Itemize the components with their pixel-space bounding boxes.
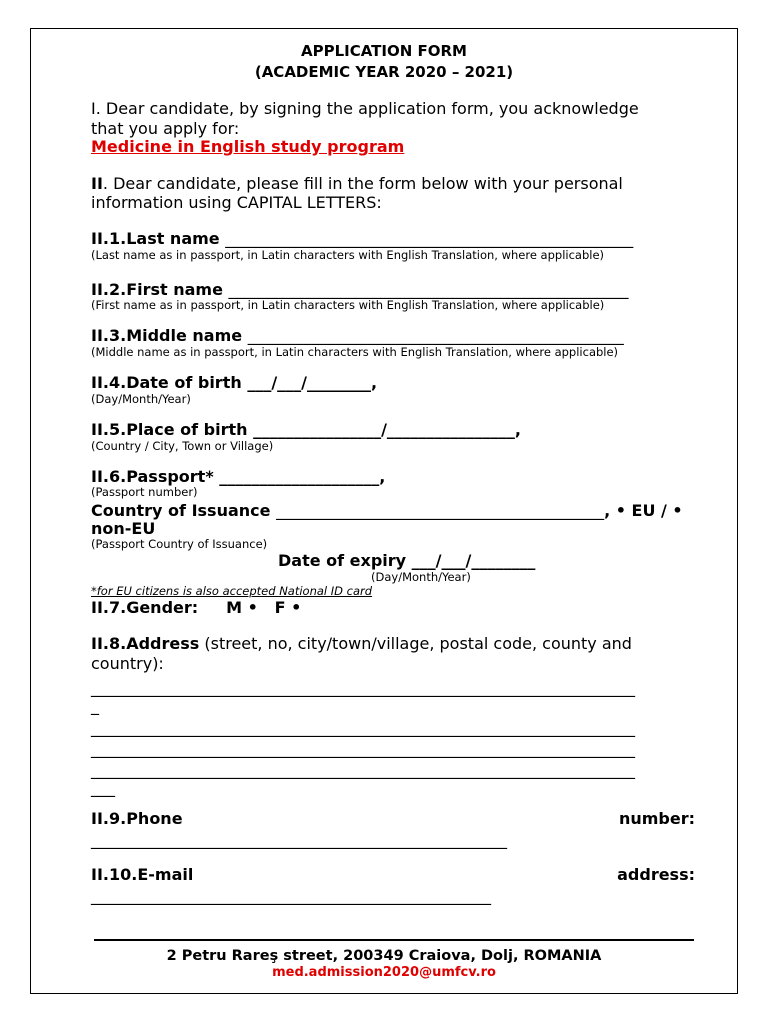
address-label: II.8.Address <box>91 634 200 653</box>
expiry-field[interactable] <box>278 553 535 569</box>
gender-options[interactable]: M • F • <box>226 598 302 617</box>
middle-name-field[interactable] <box>91 328 624 344</box>
passport-field[interactable] <box>91 469 385 485</box>
place-of-birth-hint: (Country / City, Town or Village) <box>91 439 274 453</box>
footer-divider <box>94 939 694 941</box>
gender-field[interactable] <box>91 600 301 616</box>
instructions-line2: information using CAPITAL LETTERS: <box>91 193 382 212</box>
email-blank[interactable]: __________________________________________________ <box>91 886 491 905</box>
phone-label-right: number: <box>618 809 695 828</box>
phone-blank[interactable]: ____________________________________________________ <box>91 830 507 849</box>
phone-label: II.9.Phone <box>91 809 183 828</box>
email-label-right: address: <box>617 865 695 884</box>
phone-label-line <box>91 811 695 827</box>
date-of-birth-label: II.4.Date of birth <box>91 373 248 392</box>
place-of-birth-field[interactable] <box>91 422 521 438</box>
country-issuance-label: Country of Issuance <box>91 501 277 520</box>
passport-hint: (Passport number) <box>91 485 198 499</box>
intro-text: I. Dear candidate, by signing the application form, you acknowledge <box>91 99 639 118</box>
date-of-birth-blank[interactable]: ___/___/________, <box>247 373 378 392</box>
email-label-line <box>91 867 695 883</box>
date-of-birth-hint: (Day/Month/Year) <box>91 392 191 406</box>
passport-label: II.6.Passport* <box>91 467 220 486</box>
first-name-label: II.2.First name <box>91 280 229 299</box>
last-name-hint: (Last name as in passport, in Latin characters with English Translation, where applicable) <box>91 248 605 262</box>
non-eu-option[interactable]: non-EU <box>91 519 156 538</box>
email-label: II.10.E-mail <box>91 865 194 884</box>
address-label-line <box>91 636 695 652</box>
intro-paragraph-line1 <box>91 101 695 117</box>
address-description: (street, no, city/town/village, postal code, county and <box>199 634 632 653</box>
country-issuance-field[interactable] <box>91 503 683 519</box>
middle-name-label: II.3.Middle name <box>91 326 248 345</box>
address-description-cont: country): <box>91 654 164 673</box>
program-name: Medicine in English study program <box>91 137 405 156</box>
middle-name-hint: (Middle name as in passport, in Latin characters with English Translation, where applicable) <box>91 345 619 359</box>
first-name-hint: (First name as in passport, in Latin characters with English Translation, where applicable) <box>91 298 605 312</box>
country-issuance-hint: (Passport Country of Issuance) <box>91 537 268 551</box>
form-subtitle: (ACADEMIC YEAR 2020 – 2021) <box>254 63 514 81</box>
first-name-blank[interactable]: __________________________________________________ <box>228 280 629 299</box>
instructions-line1 <box>91 176 623 192</box>
middle-name-blank[interactable]: _______________________________________________ <box>247 326 624 345</box>
place-of-birth-label: II.5.Place of birth <box>91 420 254 439</box>
footer-address: 2 Petru Rareş street, 200349 Craiova, Dolj, ROMANIA <box>166 948 602 964</box>
expiry-label: Date of expiry <box>278 551 412 570</box>
intro-paragraph-line2: that you apply for: <box>91 119 240 138</box>
address-line-4[interactable]: ____________________________________________________________________ <box>91 760 635 779</box>
address-line-1-cont[interactable]: _ <box>91 696 99 715</box>
passport-blank[interactable]: ____________________, <box>219 467 386 486</box>
instructions-text: . Dear candidate, please fill in the form below with your personal <box>102 174 623 193</box>
address-line-3[interactable]: ____________________________________________________________________ <box>91 739 635 758</box>
expiry-blank[interactable]: ___/___/________ <box>411 551 536 570</box>
form-title: APPLICATION FORM <box>300 42 467 60</box>
eu-id-note: *for EU citizens is also accepted National ID card <box>91 584 373 598</box>
first-name-field[interactable] <box>91 282 629 298</box>
last-name-blank[interactable]: ___________________________________________________ <box>225 229 634 248</box>
address-line-2[interactable]: ____________________________________________________________________ <box>91 718 635 737</box>
date-of-birth-field[interactable] <box>91 375 377 391</box>
expiry-hint: (Day/Month/Year) <box>371 570 471 584</box>
footer-email[interactable]: med.admission2020@umfcv.ro <box>272 965 496 980</box>
address-line-4-cont[interactable]: ___ <box>91 778 115 797</box>
gender-label: II.7.Gender: <box>91 598 199 617</box>
address-line-1[interactable]: ____________________________________________________________________ <box>91 678 635 697</box>
eu-option[interactable]: , • EU / • <box>604 501 683 520</box>
country-issuance-blank[interactable]: _________________________________________ <box>276 501 605 520</box>
last-name-label: II.1.Last name <box>91 229 226 248</box>
section-number: II <box>91 174 103 193</box>
place-of-birth-blank[interactable]: ________________/________________, <box>253 420 521 439</box>
last-name-field[interactable] <box>91 231 633 247</box>
